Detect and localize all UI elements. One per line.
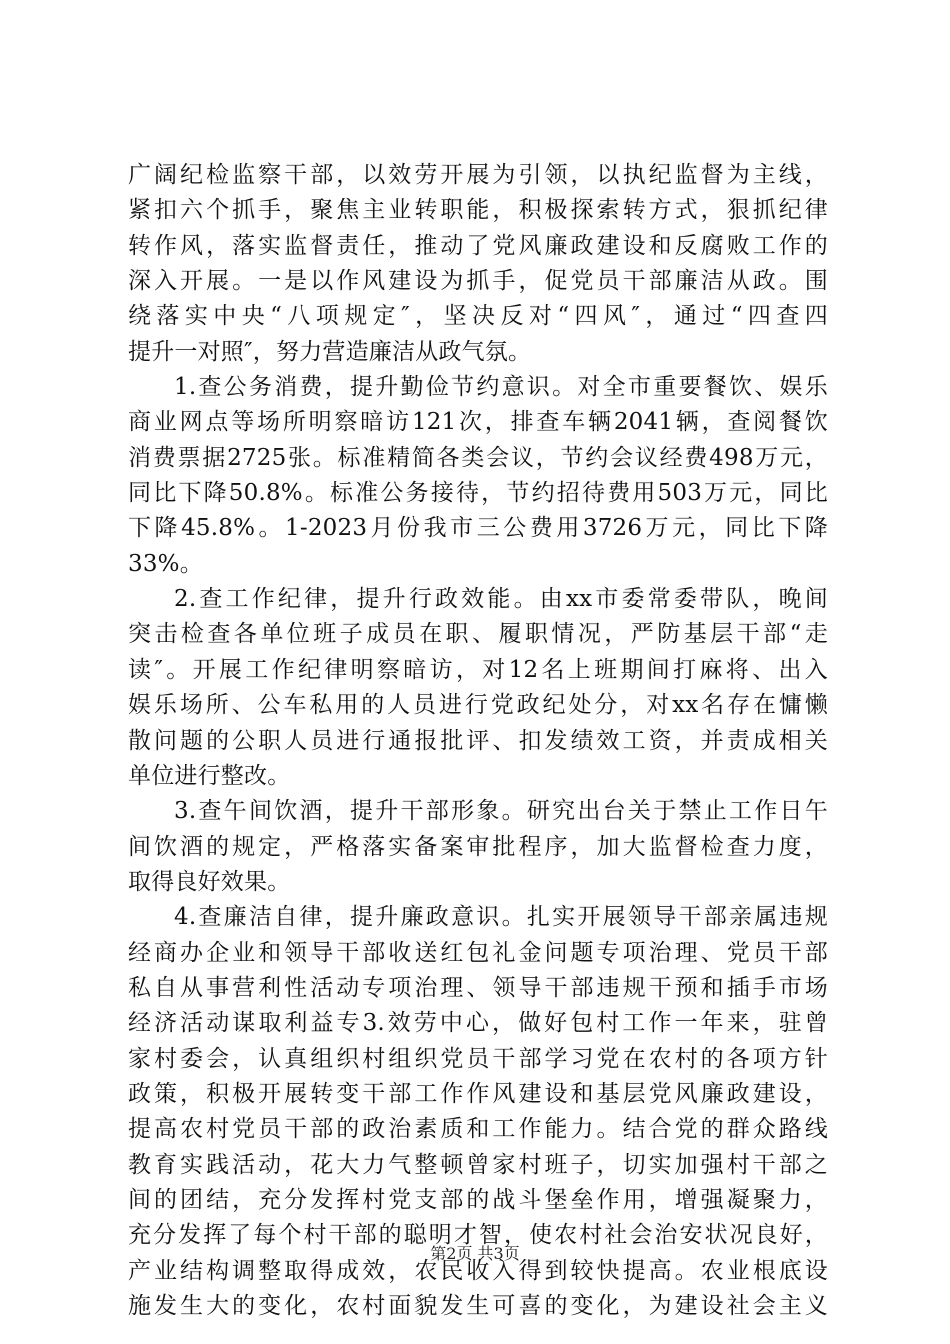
text-line: 转作风，落实监督责任，推动了党风廉政建设和反腐败工作的 [128, 232, 828, 259]
text-line: 私自从事营利性活动专项治理、领导干部违规干预和插手市场 [128, 974, 828, 1001]
text-line: 33%。 [128, 550, 203, 577]
text-line: 绕落实中央“八项规定″，坚决反对“四风″，通过“四查四 [128, 303, 828, 330]
text-line: 产业结构调整取得成效，农民收入得到较快提高。农业根底设 [128, 1257, 828, 1284]
text-line: 间的团结，充分发挥村党支部的战斗堡垒作用，增强凝聚力， [128, 1186, 828, 1213]
text-line: 紧扣六个抓手，聚焦主业转职能，积极探索转方式，狠抓纪律 [128, 197, 828, 224]
text-line: 提高农村党员干部的政治素质和工作能力。结合党的群众路线 [128, 1116, 828, 1143]
document-body [128, 158, 828, 1324]
paragraph-2-start: 2.查工作纪律，提升行政效能。由xx市委常委带队，晚间 [174, 586, 828, 613]
text-line: 读″。开展工作纪律明察暗访，对12名上班期间打麻将、出入 [128, 656, 828, 683]
text-line: 广阔纪检监察干部，以效劳开展为引领，以执纪监督为主线， [128, 162, 828, 188]
text-line: 突击检查各单位班子成员在职、履职情况，严防基层干部“走 [128, 621, 828, 648]
text-line: 同比下降50.8%。标准公务接待，节约招待费用503万元，同比 [128, 480, 828, 507]
text-line: 家村委会，认真组织村组织党员干部学习党在农村的各项方针 [128, 1045, 828, 1072]
text-line: 消费票据2725张。标准精简各类会议，节约会议经费498万元， [128, 444, 828, 471]
page-number-footer: 第2页 共3页 [430, 1244, 520, 1263]
text-line: 商业网点等场所明察暗访121次，排查车辆2041辆，查阅餐饮 [128, 409, 828, 436]
text-line: 经商办企业和领导干部收送红包礼金问题专项治理、党员干部 [128, 939, 828, 966]
text-line: 娱乐场所、公车私用的人员进行党政纪处分，对xx名存在慵懒 [128, 692, 828, 719]
text-line: 充分发挥了每个村干部的聪明才智，使农村社会治安状况良好， [128, 1222, 828, 1249]
text-line: 经济活动谋取利益专3.效劳中心，做好包村工作一年来，驻曾 [128, 1010, 828, 1037]
text-line: 单位进行整改。 [128, 762, 291, 789]
text-line: 施发生大的变化，农村面貌发生可喜的变化，为建设社会主义 [128, 1293, 828, 1319]
text-line: 下降45.8%。1-2023月份我市三公费用3726万元，同比下降 [128, 515, 828, 542]
text-line: 提升一对照″，努力营造廉洁从政气氛。 [128, 338, 532, 365]
text-line: 政策，积极开展转变干部工作作风建设和基层党风廉政建设， [128, 1080, 828, 1107]
paragraph-1-start: 1.查公务消费，提升勤俭节约意识。对全市重要餐饮、娱乐 [174, 374, 828, 401]
text-line: 深入开展。一是以作风建设为抓手，促党员干部廉洁从政。围 [128, 268, 828, 295]
paragraph-3-start: 3.查午间饮酒，提升干部形象。研究出台关于禁止工作日午 [174, 798, 828, 825]
text-line: 散问题的公职人员进行通报批评、扣发绩效工资，并责成相关 [128, 727, 828, 754]
paragraph-4-start: 4.查廉洁自律，提升廉政意识。扎实开展领导干部亲属违规 [174, 904, 828, 931]
text-line: 间饮酒的规定，严格落实备案审批程序，加大监督检查力度， [128, 833, 828, 860]
text-line: 教育实践活动，花大力气整顿曾家村班子，切实加强村干部之 [128, 1151, 828, 1178]
text-line: 取得良好效果。 [128, 868, 291, 895]
